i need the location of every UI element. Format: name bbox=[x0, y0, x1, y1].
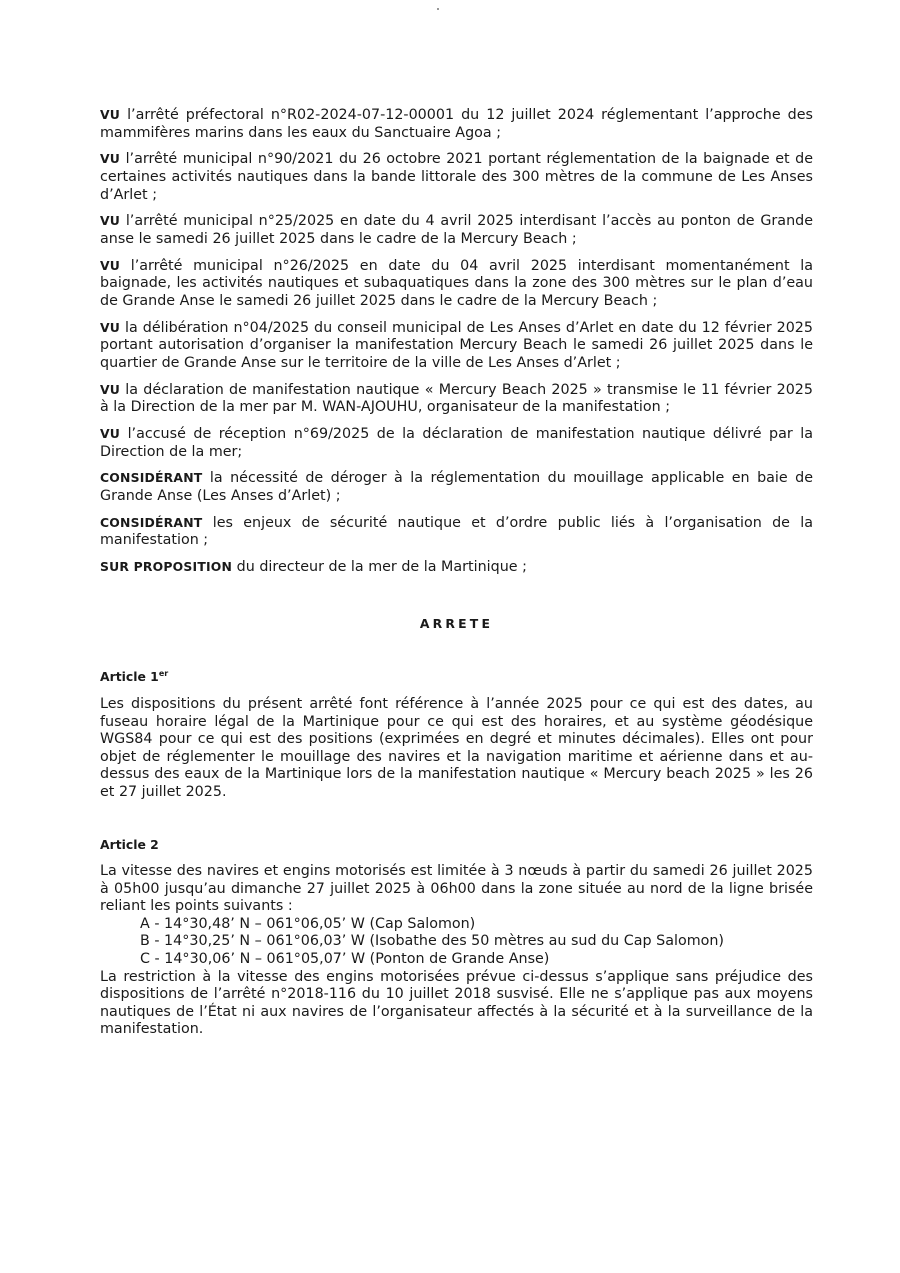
coordinate-list bbox=[100, 916, 813, 969]
considerant-keyword: CONSIDÉRANT bbox=[100, 514, 203, 530]
decree-title: ARRETE bbox=[419, 615, 494, 631]
document-content bbox=[100, 106, 813, 1039]
visa-keyword: VU bbox=[100, 151, 121, 167]
article-2-intro: La vitesse des navires et engins motorisés est limitée à 3 nœuds à partir du samedi 26 juillet 2025 à 05h00 jusqu’au dimanche 27 juillet 2025 à 06h00 dans la zone située au nord de la ligne brisée reliant les points suivants : bbox=[100, 863, 813, 915]
coordinate-point: B - 14°30,25’ N – 061°06,03’ W (Isobathe des 50 mètres au sud du Cap Salomon) bbox=[140, 933, 725, 950]
article-2-heading: Article 2 bbox=[100, 836, 159, 852]
article-1-body: Les dispositions du présent arrêté font référence à l’année 2025 pour ce qui est des dates, au fuseau horaire légal de la Martinique pour ce qui est des horaires, et au système géodésique WGS84 pour ce qui est des positions (exprimées en degré et minutes décimales). Elles ont pour objet de réglementer le mouillage des navires et la navigation maritime et aérienne dans et au-dessus des eaux de la Martinique lors de la manifestation nautique « Mercury beach 2025 » les 26 et 27 juillet 2025. bbox=[100, 695, 813, 800]
proposition-keyword: SUR PROPOSITION bbox=[100, 559, 233, 575]
considerant-paragraph bbox=[100, 469, 813, 505]
considerant-text: la nécessité de déroger à la réglementation du mouillage applicable en baie de Grande Anse (Les Anses d’Arlet) ; bbox=[100, 470, 814, 504]
article-1-superscript: er bbox=[158, 669, 169, 679]
visa-text: l’arrêté préfectoral n°R02-2024-07-12-00001 du 12 juillet 2024 réglementant l’approche des mammifères marins dans les eaux du Sanctuaire Agoa ; bbox=[100, 107, 813, 141]
article-1-heading bbox=[100, 668, 813, 686]
visa-keyword: VU bbox=[100, 213, 121, 229]
visa-text: la déclaration de manifestation nautique « Mercury Beach 2025 » transmise le 11 février 2025 à la Direction de la mer par M. WAN-AJOUHU, organisateur de la manifestation ; bbox=[100, 381, 813, 416]
visa-paragraph bbox=[100, 257, 813, 311]
proposition-text: du directeur de la mer de la Martinique ; bbox=[236, 559, 527, 576]
visa-keyword: VU bbox=[100, 381, 121, 397]
coordinate-point: A - 14°30,48’ N – 061°06,05’ W (Cap Salomon) bbox=[140, 915, 476, 932]
coordinate-point: C - 14°30,06’ N – 061°05,07’ W (Ponton de Grande Anse) bbox=[140, 951, 550, 968]
spacer bbox=[100, 802, 813, 836]
proposition-paragraph bbox=[100, 558, 813, 577]
visa-keyword: VU bbox=[100, 426, 121, 442]
article-1-title: Article 1 bbox=[100, 669, 159, 685]
visa-paragraph bbox=[100, 425, 813, 461]
visa-text: la délibération n°04/2025 du conseil municipal de Les Anses d’Arlet en date du 12 février 2025 portant autorisation d’organiser la manifestation Mercury Beach le samedi 26 juillet 2025 dans le quartier de Grande Anse sur le territoire de la ville de Les Anses d’Arlet ; bbox=[100, 319, 814, 371]
visa-text: l’accusé de réception n°69/2025 de la déclaration de manifestation nautique délivré par la Direction de la mer; bbox=[100, 426, 813, 460]
scan-dot bbox=[437, 8, 439, 10]
visa-keyword: VU bbox=[100, 257, 121, 273]
considerant-keyword: CONSIDÉRANT bbox=[100, 470, 203, 486]
visa-paragraph bbox=[100, 106, 813, 142]
considerant-paragraph bbox=[100, 514, 813, 550]
visa-paragraph bbox=[100, 150, 813, 204]
visa-paragraph bbox=[100, 381, 813, 417]
visa-paragraph bbox=[100, 212, 813, 248]
visa-paragraph bbox=[100, 319, 813, 373]
article-2-outro: La restriction à la vitesse des engins motorisées prévue ci-dessus s’applique sans préjudice des dispositions de l’arrêté n°2018-116 du 10 juillet 2018 susvisé. Elle ne s’applique pas aux moyens nautiques de l’État ni aux navires de l’organisateur affectés à la sécurité et à la surveillance de la manifestation. bbox=[100, 968, 813, 1038]
visa-keyword: VU bbox=[100, 107, 121, 122]
visa-text: l’arrêté municipal n°26/2025 en date du 04 avril 2025 interdisant momentanément la baignade, les activités nautiques et subaquatiques dans la zone des 300 mètres sur le plan d’eau de Grande Anse le samedi 26 juillet 2025 dans le cadre de la Mercury Beach ; bbox=[100, 257, 813, 309]
visa-keyword: VU bbox=[100, 319, 121, 335]
considerant-text: les enjeux de sécurité nautique et d’ordre public liés à l’organisation de la manifestation ; bbox=[100, 514, 813, 549]
visa-text: l’arrêté municipal n°25/2025 en date du 4 avril 2025 interdisant l’accès au ponton de Grande anse le samedi 26 juillet 2025 dans le cadre de la Mercury Beach ; bbox=[100, 213, 813, 247]
visa-text: l’arrêté municipal n°90/2021 du 26 octobre 2021 portant réglementation de la baignade et de certaines activités nautiques dans la bande littorale des 300 mètres de la commune de Les Anses d’Arlet ; bbox=[100, 151, 813, 203]
